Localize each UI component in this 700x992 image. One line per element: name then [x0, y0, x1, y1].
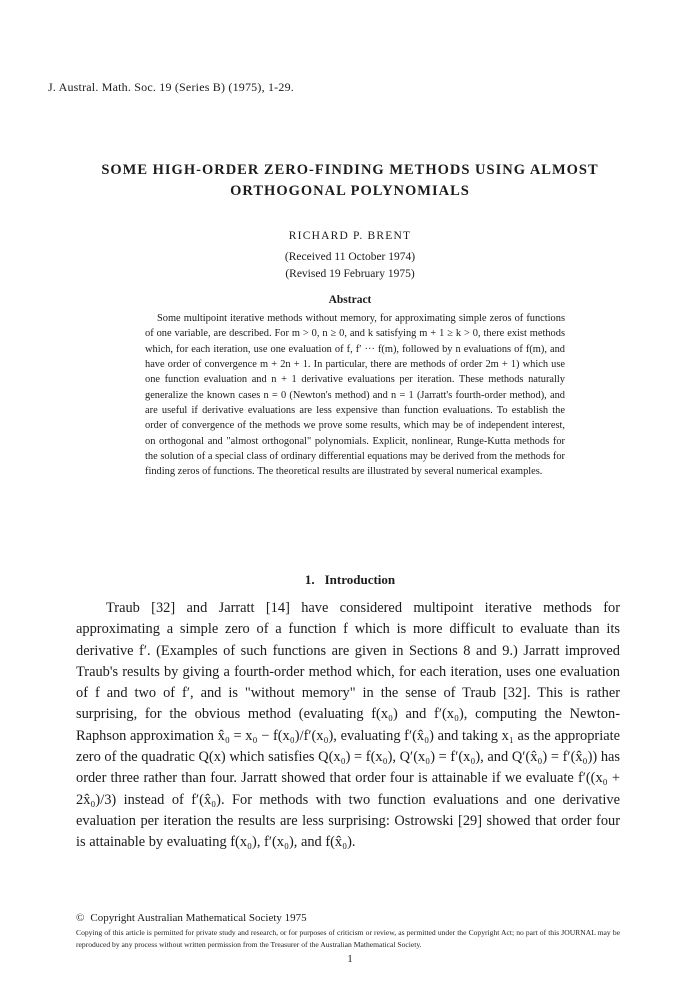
copyright-footnote: [76, 912, 620, 951]
introduction-body: [76, 598, 620, 854]
section-number: 1.: [304, 572, 315, 587]
abstract-heading: Abstract: [328, 294, 372, 306]
page-number: 1: [347, 953, 353, 965]
author-name: RICHARD P. BRENT: [288, 230, 412, 242]
section-heading: [0, 572, 700, 588]
abstract-paragraph: Some multipoint iterative methods without memory, for approximating simple zeros of functions of one variable, are described. For m > 0, n ≥ 0, and k satisfying m + 1 ≥ k > 0, there exist methods which, for each iteration, use one evaluation of f, f′ ··· f(m), followed by n evaluations of f(m), and have order of convergence m + 2n + 1. In particular, there are methods of order 2m + 1) which use one function evaluation and n + 1 derivative evaluations per iteration. These methods naturally generalize the known cases n = 0 (Newton's method) and n = 1 (Jarratt's fourth-order method), and are useful if derivative evaluations are less expensive than function evaluations. To establish the order of convergence of the methods we prove some results, which may be of independent interest, on orthogonal and "almost orthogonal" polynomials. Explicit, nonlinear, Runge-Kutta methods for the solution of a special class of ordinary differential equations may be derived from the methods for finding zeros of functions. The theoretical results are illustrated by several numerical examples.: [145, 313, 565, 478]
journal-reference: J. Austral. Math. Soc. 19 (Series B) (1975), 1-29.: [48, 80, 294, 94]
copyright-notice: Copying of this article is permitted for private study and research, or for purposes of criticism or review, as permitted under the Copyright Act; no part of this JOURNAL may be reproduced by any process without written permission from the Treasurer of the Australian Mathematical Society.: [76, 928, 620, 949]
paper-title: SOME HIGH-ORDER ZERO-FINDING METHODS USING ALMOST ORTHOGONAL POLYNOMIALS: [101, 162, 599, 199]
revised-date: (Revised 19 February 1975): [285, 268, 415, 280]
copyright-symbol: ©: [76, 912, 85, 924]
copyright-line: [76, 912, 620, 924]
submission-dates: [0, 249, 700, 283]
section-title: Introduction: [324, 572, 396, 587]
abstract-body: [145, 311, 565, 480]
introduction-paragraph: Traub [32] and Jarratt [14] have considered multipoint iterative methods for approximating a simple zero of a function f which is more difficult to evaluate than its derivative f′. (Examples of such functions are given in Sections 8 and 9.) Jarratt improved Traub's results by giving a fourth-order method which, for each iteration, uses one evaluation of f and two of f′, and is "without memory" in the sense of Traub [32]. This is rather surprising, for the obvious method (evaluating f(x₀) and f′(x₀), computing the Newton-Raphson approximation x̂₀ = x₀ − f(x₀)/f′(x₀), evaluating f′(x̂₀) and taking x₁ as the appropriate zero of the quadratic Q(x) which satisfies Q(x₀) = f(x₀), Q′(x₀) = f′(x₀), and Q′(x̂₀) = f′(x̂₀)) has order three rather than four. Jarratt showed that order four is attainable if we evaluate f′((x₀ + 2x̂₀)/3) instead of f′(x̂₀). For methods with two function evaluations and one derivative evaluation per iteration the results are less surprising: Ostrowski [29] showed that order four is attainable by evaluating f(x₀), f′(x₀), and f(x̂₀).: [76, 600, 620, 851]
received-date: (Received 11 October 1974): [284, 251, 416, 263]
copyright-text: Copyright Australian Mathematical Society 1975: [90, 912, 307, 924]
